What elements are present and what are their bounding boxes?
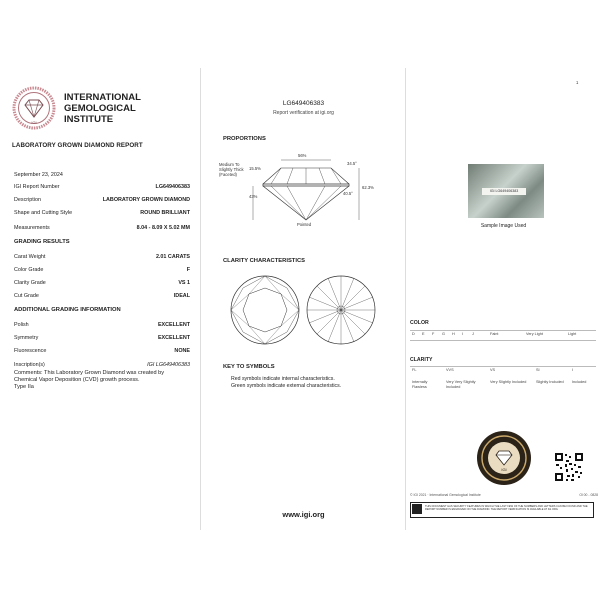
field-row: Shape and Cutting Style ROUND BRILLIANT bbox=[14, 210, 190, 216]
igi-gold-seal-icon bbox=[476, 430, 532, 486]
color-scale-underline bbox=[410, 340, 596, 341]
additional-grading-heading: ADDITIONAL GRADING INFORMATION bbox=[14, 307, 121, 313]
clarity-scale-line bbox=[410, 366, 596, 367]
report-date: September 23, 2024 bbox=[14, 172, 63, 178]
clarity-desc: Slightly Included bbox=[536, 380, 564, 384]
clarity-desc: Included bbox=[572, 380, 587, 384]
color-scale-line bbox=[410, 330, 596, 331]
clarity-grade-i: I bbox=[572, 368, 574, 372]
diamond-sample-image bbox=[468, 164, 544, 218]
clarity-grade-fl: FL bbox=[412, 368, 417, 372]
color-grade-h: H bbox=[452, 332, 455, 336]
pavilion-depth: 43% bbox=[249, 194, 258, 199]
clarity-grade-vvs: VVS bbox=[446, 368, 454, 372]
svg-text:IGI: IGI bbox=[501, 467, 507, 472]
page-mark: 1 bbox=[576, 80, 579, 85]
field-row: Description LABORATORY GROWN DIAMOND bbox=[14, 197, 190, 203]
clarity-grade-si: SI bbox=[536, 368, 540, 372]
photo-inscription-tag: IGI LG649406383 bbox=[482, 188, 526, 195]
clarity-desc: Very Very Slightly Included bbox=[446, 380, 476, 389]
clarity-scale-heading: CLARITY bbox=[410, 357, 433, 363]
key-to-symbols-text: Red symbols indicate internal characteristics. Green symbols indicate external characteristics. bbox=[231, 376, 342, 389]
color-range-very-light: Very Light bbox=[526, 332, 543, 336]
color-grade-d: D bbox=[412, 332, 415, 336]
clarity-plot-bottom-icon bbox=[305, 274, 377, 346]
grading-row: Color Grade F bbox=[14, 267, 190, 273]
grading-results-heading: GRADING RESULTS bbox=[14, 239, 70, 245]
additional-row: Fluorescence NONE bbox=[14, 348, 190, 354]
photo-caption: Sample Image Used bbox=[480, 223, 527, 229]
additional-row: Polish EXCELLENT bbox=[14, 322, 190, 328]
additional-row: Inscription(s) IGI LG649406383 bbox=[14, 362, 190, 368]
crown-angle: 34.5° bbox=[347, 161, 357, 166]
grading-row: Clarity Grade VS 1 bbox=[14, 280, 190, 286]
org-name: INTERNATIONAL GEMOLOGICAL INSTITUTE bbox=[64, 92, 141, 125]
color-grade-j: J bbox=[472, 332, 474, 336]
left-column bbox=[0, 68, 200, 530]
report-verification: Report verification at igi.org bbox=[273, 110, 334, 116]
pavilion-angle: 40.5° bbox=[343, 191, 353, 196]
color-scale-heading: COLOR bbox=[410, 320, 429, 326]
color-range-light: Light bbox=[568, 332, 577, 336]
color-grade-g: G bbox=[442, 332, 445, 336]
field-row: Measurements 8.04 - 8.09 X 5.02 MM bbox=[14, 225, 190, 231]
right-column bbox=[405, 68, 600, 530]
report-sheet bbox=[0, 68, 600, 530]
color-grade-e: E bbox=[422, 332, 425, 336]
security-band: THIS DOCUMENT HAS SECURITY FEATURES IN WHICH THE LAST FEW OF THE NUMBERS AND LETTERS CAN BE FOUND AND THE REPORT NUMBER IS ENGRAVED ON THE DIAMOND. THE REPORT VERIFICATION IS AVAILABLE AT IGI.ORG bbox=[410, 502, 594, 518]
website-link: www.igi.org bbox=[282, 510, 325, 519]
color-grade-i: I bbox=[462, 332, 464, 336]
clarity-desc: Internally Flawless bbox=[412, 380, 428, 389]
clarity-desc: Very Slightly Included bbox=[490, 380, 527, 384]
crown-height: 15.5% bbox=[249, 166, 261, 171]
key-to-symbols-heading: KEY TO SYMBOLS bbox=[223, 364, 275, 370]
proportions-heading: PROPORTIONS bbox=[223, 136, 266, 142]
security-mark-icon bbox=[412, 504, 422, 514]
proportions-diagram bbox=[241, 148, 371, 228]
igi-logo-icon bbox=[12, 86, 56, 130]
svg-text:IGI: IGI bbox=[31, 120, 37, 125]
clarity-plot-top-icon bbox=[229, 274, 301, 346]
clarity-grade-vs: VS bbox=[490, 368, 496, 372]
total-depth: 62.3% bbox=[362, 185, 374, 190]
footer-text: © IGI 2021 · International Gemological Institute Ol 00 - 0828 bbox=[410, 493, 598, 497]
report-number: LG649406383 bbox=[282, 100, 325, 107]
middle-column bbox=[200, 68, 406, 530]
qr-code-icon bbox=[554, 452, 584, 482]
grading-row: Carat Weight 2.01 CARATS bbox=[14, 254, 190, 260]
grading-row: Cut Grade IDEAL bbox=[14, 293, 190, 299]
culet: Pointed bbox=[297, 222, 312, 227]
color-grade-f: F bbox=[432, 332, 435, 336]
color-range-faint: Faint bbox=[490, 332, 499, 336]
report-title: LABORATORY GROWN DIAMOND REPORT bbox=[12, 142, 143, 149]
girdle-description: Medium To Slightly Thick (Faceted) bbox=[219, 162, 244, 177]
additional-row: Symmetry EXCELLENT bbox=[14, 335, 190, 341]
table-percent: 56% bbox=[298, 153, 307, 158]
clarity-characteristics-heading: CLARITY CHARACTERISTICS bbox=[223, 258, 306, 264]
comments: Comments: This Laboratory Grown Diamond was created by Chemical Vapor Deposition (CVD) growth process. Type IIa bbox=[14, 370, 165, 390]
field-row: IGI Report Number LG649406383 bbox=[14, 184, 190, 190]
